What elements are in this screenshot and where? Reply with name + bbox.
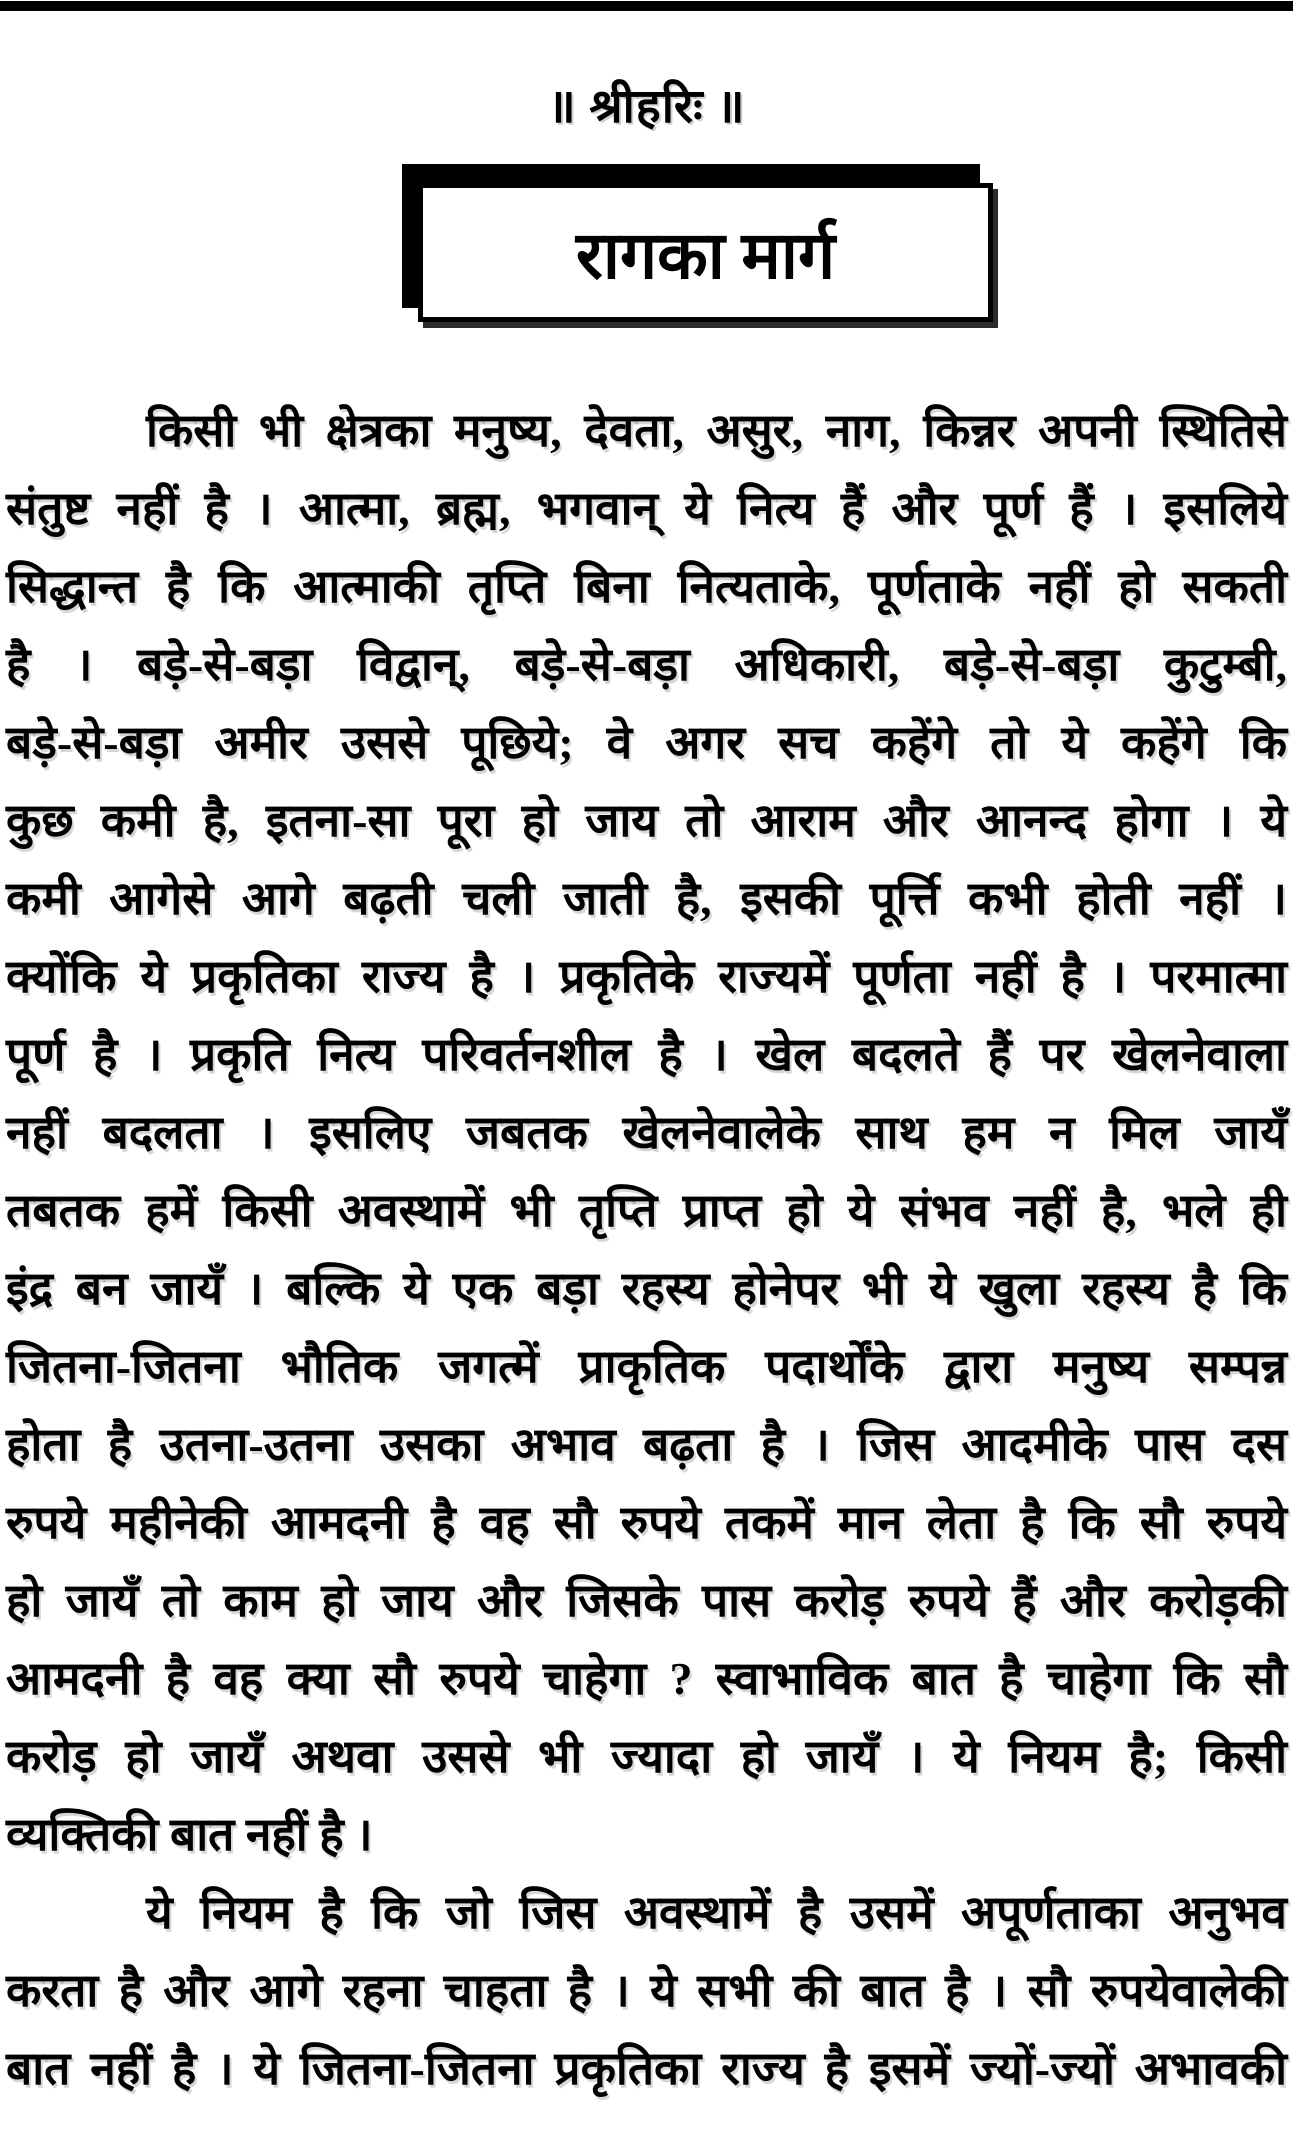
text-line: रुपये महीनेकी आमदनी है वह सौ रुपये तकमें मान लेता है कि सौ रुपये [6,1497,1287,1548]
text-line: कुछ कमी है, इतना-सा पूरा हो जाय तो आराम और आनन्द होगा । ये [6,795,1287,846]
page-title: रागका मार्ग [575,219,836,293]
text-line: होता है उतना-उतना उसका अभाव बढ़ता है । जिस आदमीके पास दस [6,1419,1287,1470]
text-line: जितना-जितना भौतिक जगत्में प्राकृतिक पदार्थोंके द्वारा मनुष्य सम्पन्न [6,1341,1287,1392]
text-line: ये नियम है कि जो जिस अवस्थामें है उसमें अपूर्णताका अनुभव [146,1887,1287,1938]
text-line: तबतक हमें किसी अवस्थामें भी तृप्ति प्राप्त हो ये संभव नहीं है, भले ही [6,1185,1287,1236]
title-box [418,183,983,312]
text-line: करता है और आगे रहना चाहता है । ये सभी की बात है । सौ रुपयेवालेकी [6,1965,1287,2016]
paragraph [6,392,1287,1874]
paragraph [6,1874,1287,2108]
text-line: बात नहीं है । ये जितना-जितना प्रकृतिका राज्य है इसमें ज्यों-ज्यों अभावकी [6,2043,1287,2094]
text-line: सिद्धान्त है कि आत्माकी तृप्ति बिना नित्यताके, पूर्णताके नहीं हो सकती [6,561,1287,612]
text-line: है । बड़े-से-बड़ा विद्वान्, बड़े-से-बड़ा अधिकारी, बड़े-से-बड़ा कुटुम्बी, [6,639,1287,690]
text-line: हो जायँ तो काम हो जाय और जिसके पास करोड़ रुपये हैं और करोड़की [6,1575,1287,1626]
text-line: व्यक्तिकी बात नहीं है । [6,1809,373,1860]
text-line: पूर्ण है । प्रकृति नित्य परिवर्तनशील है । खेल बदलते हैं पर खेलनेवाला [6,1029,1287,1080]
top-border-bar [0,1,1293,11]
body-text [6,392,1287,2108]
text-line: कमी आगेसे आगे बढ़ती चली जाती है, इसकी पूर्त्ति कभी होती नहीं । [6,873,1287,924]
text-line: क्योंकि ये प्रकृतिका राज्य है । प्रकृतिके राज्यमें पूर्णता नहीं है । परमात्मा [6,951,1287,1002]
text-line: करोड़ हो जायँ अथवा उससे भी ज्यादा हो जायँ । ये नियम है; किसी [6,1731,1287,1782]
text-line: इंद्र बन जायँ । बल्कि ये एक बड़ा रहस्य होनेपर भी ये खुला रहस्य है कि [6,1263,1287,1314]
title-box-frame [418,183,993,322]
text-line: संतुष्ट नहीं है । आत्मा, ब्रह्म, भगवान् ये नित्य हैं और पूर्ण हैं । इसलिये [6,483,1287,534]
text-line: बड़े-से-बड़ा अमीर उससे पूछिये; वे अगर सच कहेंगे तो ये कहेंगे कि [6,717,1287,768]
text-line: किसी भी क्षेत्रका मनुष्य, देवता, असुर, नाग, किन्नर अपनी स्थितिसे [146,405,1287,456]
text-line: नहीं बदलता । इसलिए जबतक खेलनेवालेके साथ हम न मिल जायँ [6,1107,1287,1158]
invocation-header: ॥ श्रीहरिः ॥ [547,81,746,133]
text-line: आमदनी है वह क्या सौ रुपये चाहेगा ? स्वाभाविक बात है चाहेगा कि सौ [6,1653,1287,1704]
